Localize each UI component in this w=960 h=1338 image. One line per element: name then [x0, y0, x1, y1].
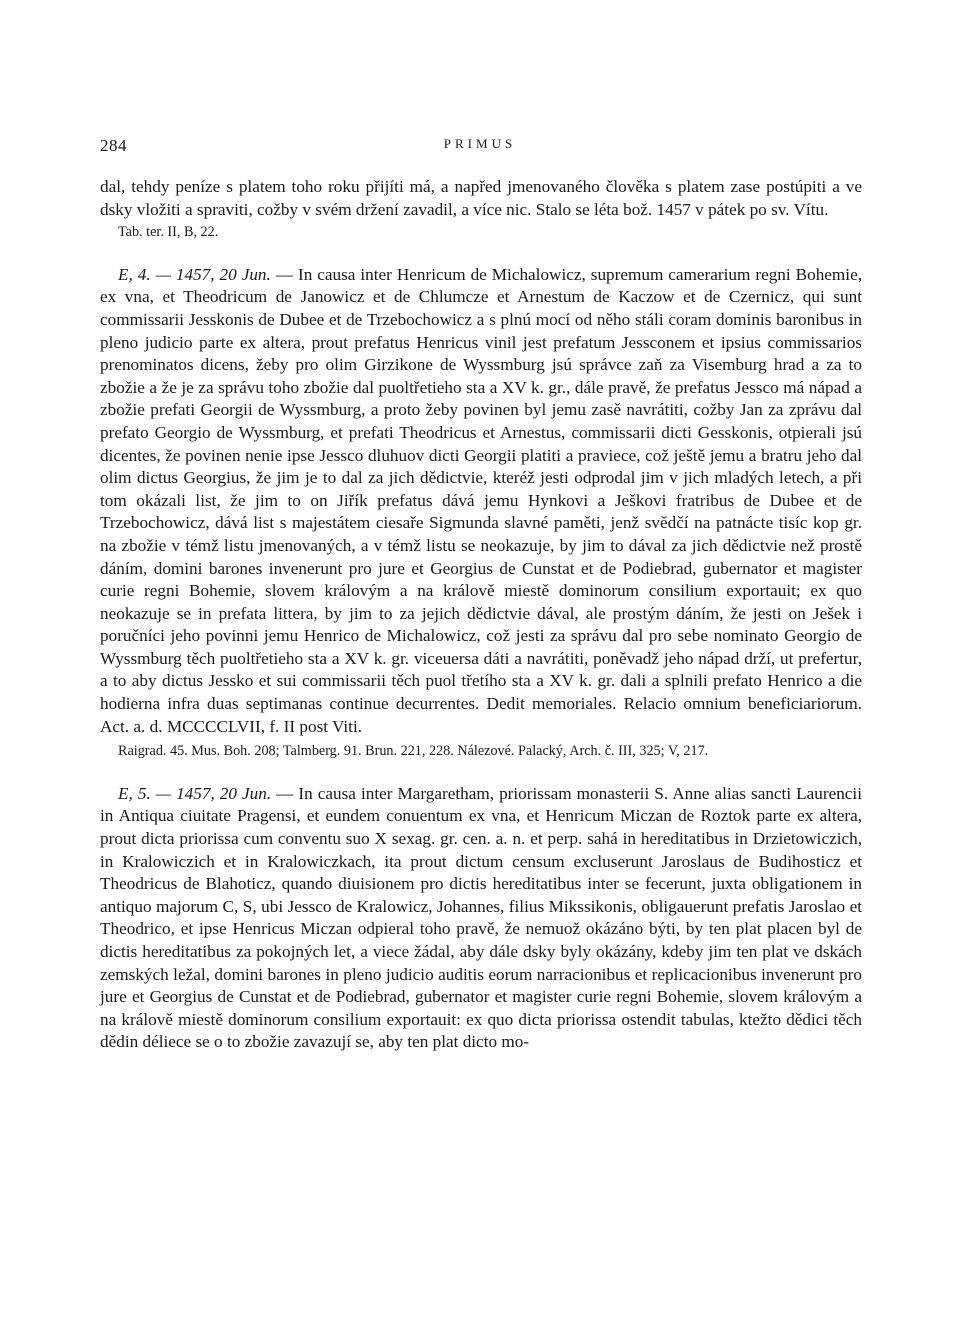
entry-signature: E, 5. — 1457, 20 Jun.: [118, 783, 272, 803]
paragraph-continuation: dal, tehdy peníze s platem toho roku přijíti má, a napřed jmenovaného člověka s platem zase postúpiti a ve dsky vložiti a spraviti, cožby v svém držení zavadil, a více nic. Stalo se léta bož. 1457 v pátek po sv. Vítu.: [100, 177, 862, 219]
entry-text: — In causa inter Margaretham, priorissam monasterii S. Anne alias sancti Laurencii in Antiqua ciuitate Pragensi, et eundem conuentum ex vna, et Henricum Miczan de Roztok parte ex altera, prout dicta priorissa cum conventu suo X sexag. gr. cen. a. n. et perp. sahá in hereditatibus in Drzietowiczich, in Kralowiczich et in Kralowiczkach, ita prout dictum censum excluserunt Jaroslaus de Budihosticz et Theodricus de Blahoticz, quando diuisionem pro dictis hereditatibus inter se fecerunt, juxta obligationem in antiquo majorum C, S, ubi Jessco de Kralowicz, Johannes, filius Mikssikonis, obligauerunt prefatis Jaroslao et Theodrico, et ipse Henricus Miczan odpieral toho pravě, že nemuož okázáno býti, by ten plat placen byl de dictis hereditatibus za pokojných let, a viece žádal, aby dále dsky byly okázány, kdeby jim ten plat ve dskách zemských ležal, domini barones in pleno judicio auditis eorum narracionibus et replicacionibus invenerunt pro jure et Georgius de Cunstat et de Podiebrad, gubernator et magister curie regni Bohemie, slovem královým a na králově miestě dominorum consilium exportauit: ex quo dicta priorissa ostendit tabulas, ktežto dědici těch dědin déliece se o to zbožie zavazují se, aby ten plat dicto mo-: [100, 783, 862, 1052]
source-reference: Tab. ter. II, B, 22.: [118, 224, 219, 241]
page-number: 284: [100, 136, 127, 155]
entry-e5: [100, 783, 862, 1054]
page-body: [100, 176, 862, 1054]
source-reference: Raigrad. 45. Mus. Boh. 208; Talmberg. 91. Brun. 221, 228. Nálezové. Palacký, Arch. č. III, 325; V, 217.: [118, 743, 709, 760]
entry-text: — In causa inter Henricum de Michalowicz, supremum camerarium regni Bohemie, ex vna, et Theodricum de Janowicz et de Chlumcze et Arnestum de Kaczow et de Czernicz, qui sunt commissarii Jesskonis de Dubee et de Trzebochowicz a s plnú mocí od něho stáli coram dominis baronibus in pleno judicio parte ex altera, prout prefatus Henricus vinil jest prefatum Jessconem et ipsius commissarios prenominatos dicens, žeby pro olim Girzikone de Wyssmburg jsú správce zaň za Visemburg hrad a za to zbožie a že je za správu toho zbožie dal puoltřetieho sta a XV k. gr., dále pravě, že prefatus Jessco má nápad a zbožie prefati Georgii de Wyssmburg, a proto žeby povinen byl jemu zasě navrátiti, cožby Jan za zprávu dal prefato Georgio de Wyssmburg, et prefati Theodricus et Arnestus, commissarii dicti Gesskonis, otpierali jsú dicentes, že povinen nenie ipse Jessco dluhuov dicti Georgii platiti a praviece, což ještě jemu a bratru jeho dal olim dictus Georgius, že jim je to dal za jich dědictvie, kteréž jesti odprodal jim v jich mladých letech, a při tom okázali list, že jim to on Jiřík prefatus dává jemu Hynkovi a Ješkovi fratribus de Dubee et de Trzebochowicz, dává list s majestátem ciesaře Sigmunda slavné paměti, jenž svědčí na patnácte tisíc kop gr. na zbožie v témž listu jmenovaných, a v témž listu se neokazuje, by jim to dával za jich dědictvie než prostě dáním, domini barones invenerunt pro jure et Georgius de Cunstat et de Podiebrad, gubernator et magister curie regni Bohemie, slovem královým a na králově miestě dominorum consilium exportauit; ex quo neokazuje se in prefata littera, by jim to za jejich dědictvie dával, ale prostým dáním, že jesti on Ješek i poručníci jeho povinni jemu Henrico de Michalowicz, což jesti za správu dal pro sebe nominato Georgio de Wyssmburg těch puoltřetieho sta a XV k. gr. viceuersa dáti a navrátiti, poněvadž jeho nápad drží, ut prefertur, a to aby dictus Jessko et sui commissarii těch puol třetího sta a XV k. gr. dali a splnili prefato Henrico a die hodierna infra duas septimanas continue decurrentes. Dedit memoriales. Relacio omnium beneficiariorum. Act. a. d. MCCCCLVII, f. II post Viti.: [100, 264, 862, 736]
running-head: PRIMUS: [443, 136, 517, 151]
entry-signature: E, 4. — 1457, 20 Jun.: [118, 264, 271, 284]
entry-e4: [100, 264, 862, 738]
page-header: [100, 136, 860, 162]
